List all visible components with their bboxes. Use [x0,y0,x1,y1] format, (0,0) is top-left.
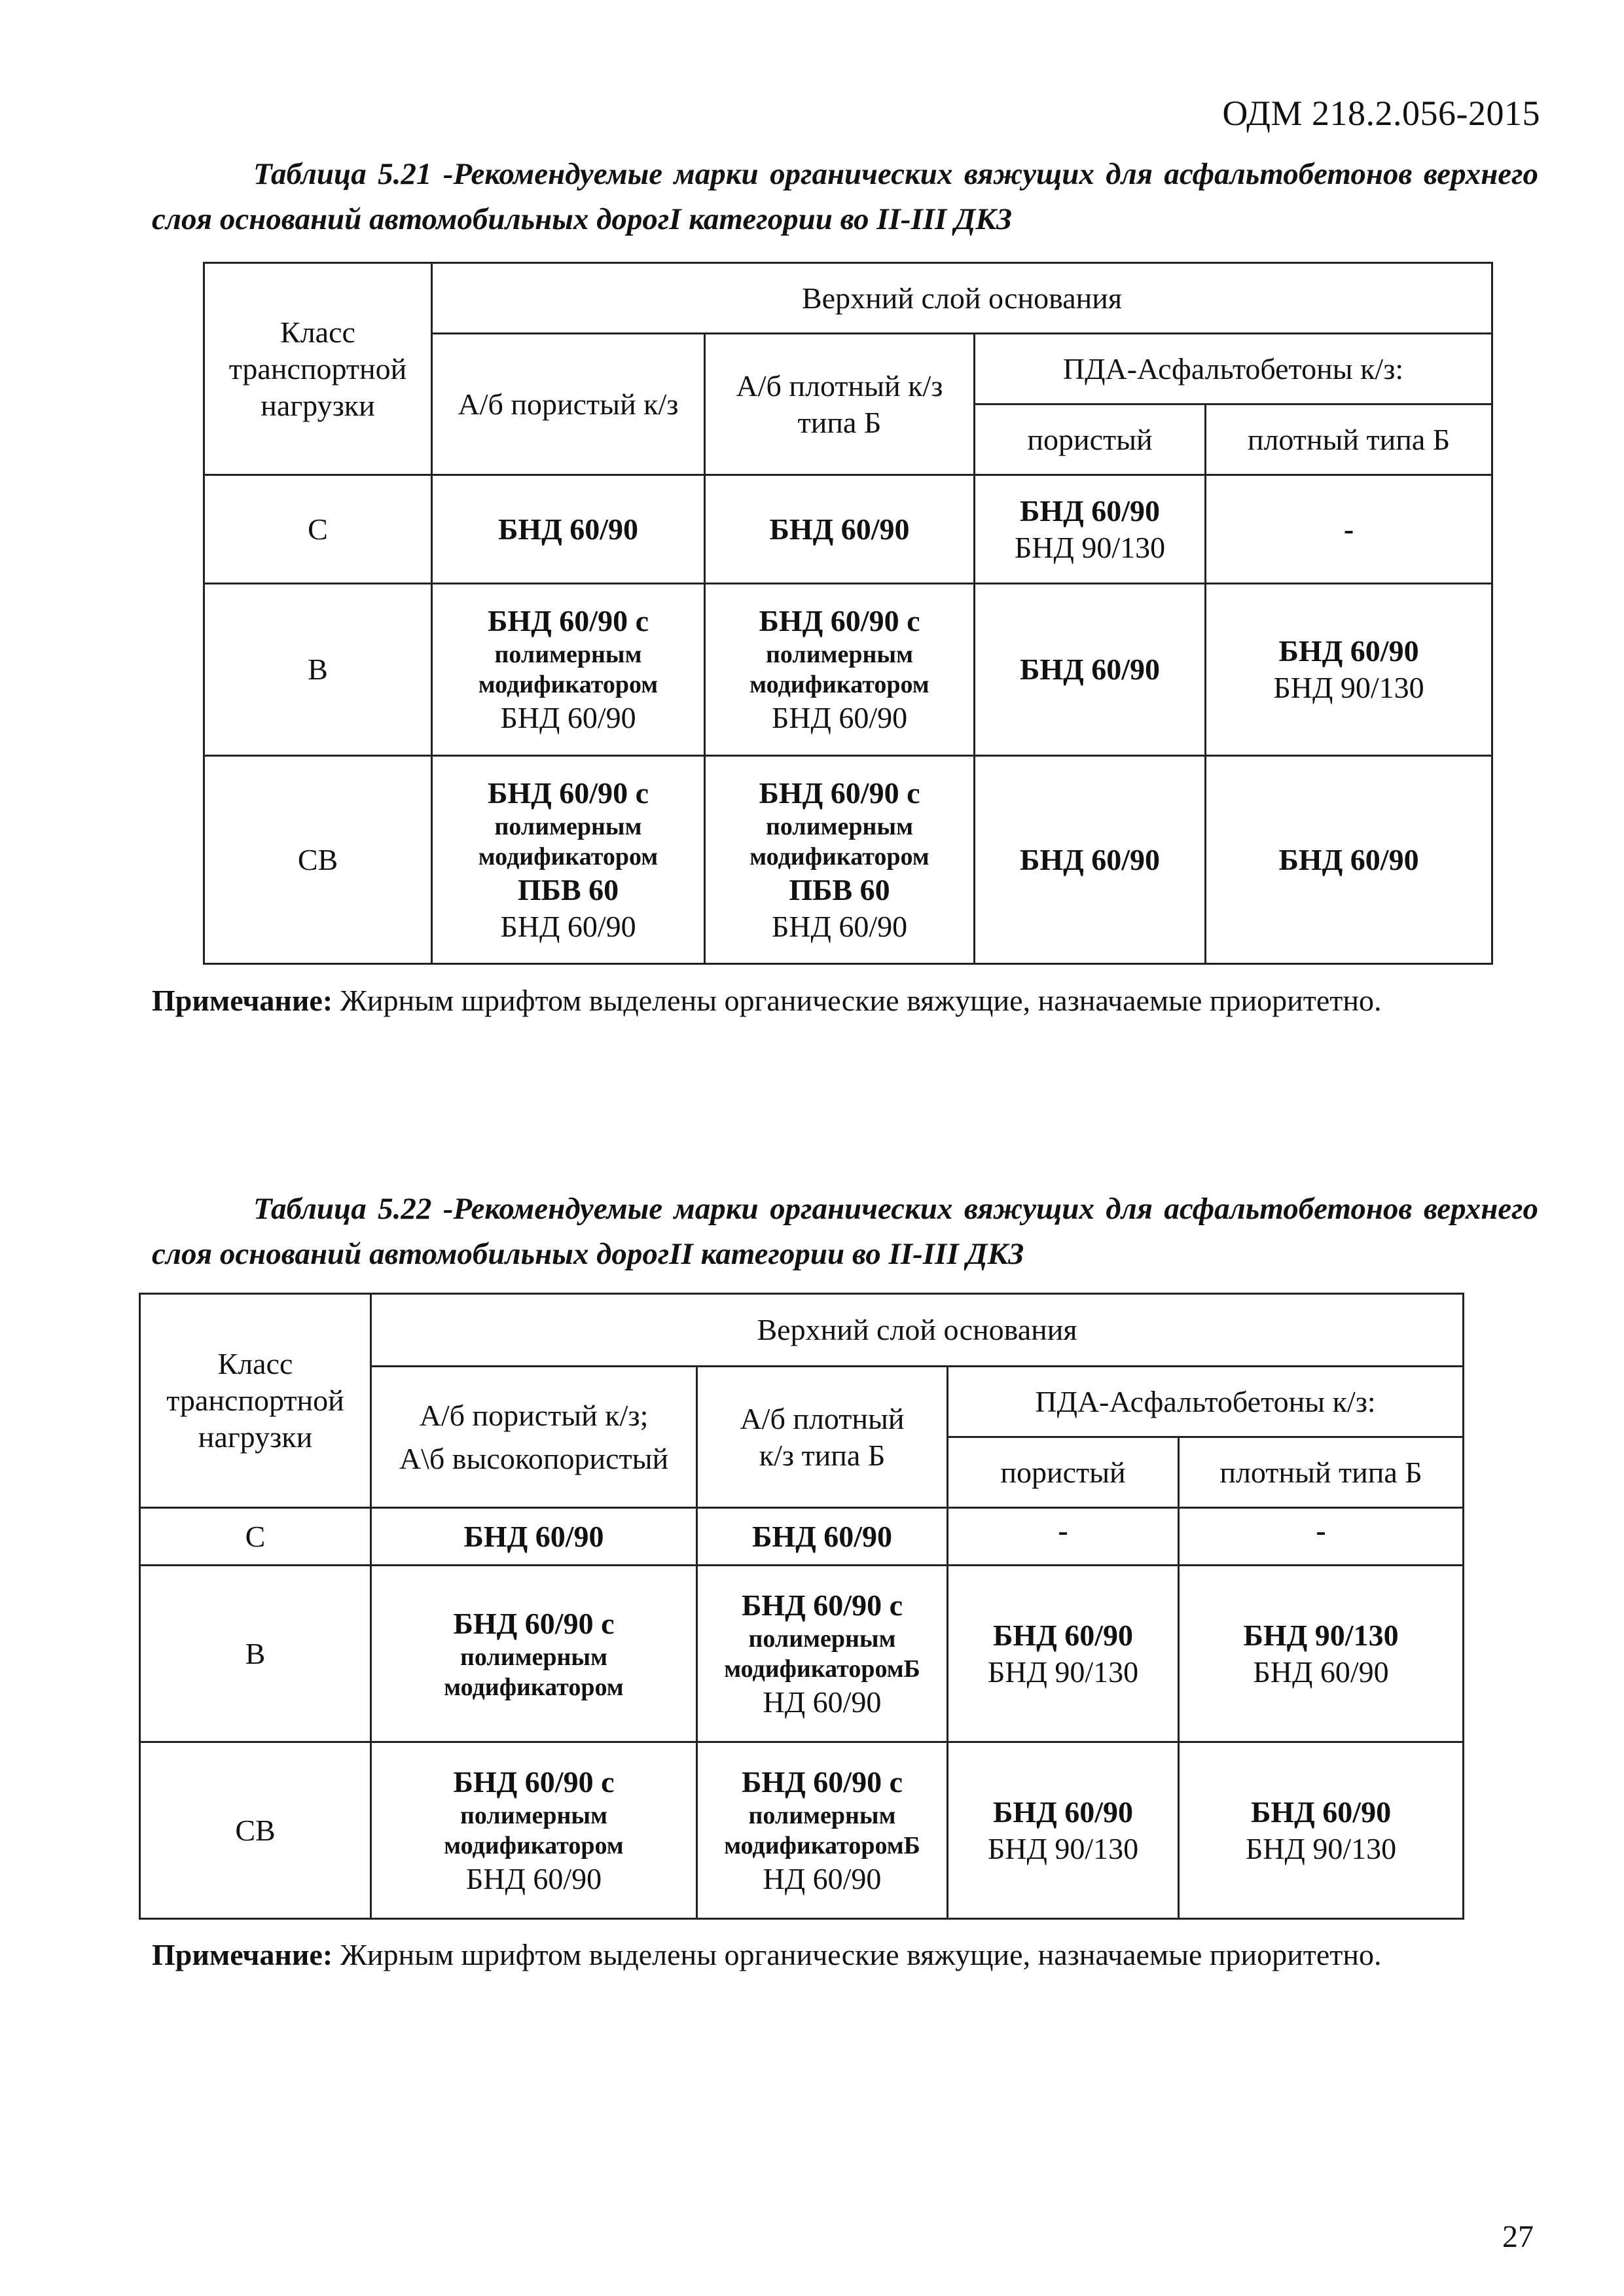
cell [697,1742,948,1919]
cell-bold: БНД 60/90 [463,1519,604,1553]
header-class-line: транспортной [166,1384,344,1417]
header-group: Верхний слой основания [432,263,1492,334]
cell [1179,1508,1464,1566]
cell [948,1508,1179,1566]
cell [432,756,705,964]
header-pda-dense: плотный типа Б [1206,404,1492,475]
cell-normal: БНД 90/130 [987,1831,1139,1865]
binder-table-5-22 [139,1293,1464,1920]
cell-bold: БНД 60/90 [1019,493,1161,528]
row-class: СВ [140,1742,371,1919]
header-col-porous: А/б пористый к/з [432,334,705,475]
header-pda-porous: пористый [948,1437,1179,1508]
cell [697,1566,948,1742]
header-col-dense [697,1367,948,1508]
cell-bold: БНД 60/90 [992,1618,1134,1652]
cell-small: модификатором [749,671,929,698]
cell-bold: БНД 60/90 [1019,653,1161,686]
note-label: Примечание: [152,1938,333,1971]
cell-bold: БНД 60/90 с [453,1765,615,1799]
note-text: Жирным шрифтом выделены органические вяжущие, назначаемые приоритетно. [333,1938,1382,1971]
header-class-cell [204,263,432,475]
note-label: Примечание: [152,984,333,1017]
cell [1179,1742,1464,1919]
cell-bold: БНД 60/90 с [453,1606,615,1640]
cell-normal: НД 60/90 [763,1685,882,1719]
cell-normal: НД 60/90 [763,1861,882,1895]
table-row [204,756,1492,964]
cell-bold: БНД 60/90 [751,1519,893,1553]
cell [948,1566,1179,1742]
cell-small: модификаторомБ [724,1655,920,1683]
row-class: СВ [204,756,432,964]
cell [705,584,975,756]
cell-normal: БНД 90/130 [1273,671,1424,704]
row-class: С [204,475,432,584]
cell-bold: - [1058,1514,1068,1547]
cell-bold: ПБВ 60 [789,872,890,906]
cell-small: полимерным [766,812,913,840]
cell [948,1742,1179,1919]
header-col-dense [705,334,975,475]
header-group: Верхний слой основания [371,1294,1464,1367]
cell [705,475,975,584]
cell-normal: БНД 60/90 [771,701,908,734]
table-caption: Таблица 5.22 -Рекомендуемые марки органических вяжущих для асфальтобетонов верхнего слоя оснований автомобильных дорогII категории во II-III ДКЗ [152,1192,1538,1271]
table-row [204,584,1492,756]
table-row [140,1566,1464,1742]
table-note [152,1937,1381,1972]
header-class-line: Класс [280,315,355,349]
binder-table-5-21 [203,262,1493,965]
cell [1179,1566,1464,1742]
cell-small: модификатором [749,842,929,870]
cell-small: полимерным [494,641,642,668]
table-note [152,983,1381,1018]
header-pda: ПДА-Асфальтобетоны к/з: [948,1367,1464,1437]
note-text: Жирным шрифтом выделены органические вяжущие, назначаемые приоритетно. [333,984,1382,1017]
cell-small: полимерным [766,641,913,668]
table-row [204,475,1492,584]
cell-normal: БНД 60/90 [1253,1655,1389,1689]
cell-bold: БНД 60/90 с [759,604,920,637]
cell [697,1508,948,1566]
cell-bold: БНД 60/90 с [759,776,920,810]
cell-normal: БНД 60/90 [465,1861,602,1895]
cell-bold: ПБВ 60 [517,872,619,906]
cell-small: полимерным [748,1624,896,1653]
page-number: 27 [1502,2219,1534,2254]
cell [975,756,1206,964]
cell-small: модификаторомБ [724,1831,920,1859]
header-class-line: нагрузки [198,1420,313,1454]
header-pda: ПДА-Асфальтобетоны к/з: [975,334,1492,404]
cell [371,1566,697,1742]
header-line: типа Б [797,405,882,439]
header-class-line: нагрузки [261,388,375,422]
row-class: В [204,584,432,756]
cell [371,1742,697,1919]
cell-bold: БНД 60/90 с [741,1588,903,1622]
cell-small: полимерным [748,1801,896,1829]
cell-small: модификатором [478,671,659,698]
cell-bold: БНД 60/90 с [487,604,649,637]
table-row [140,1742,1464,1919]
document-code: ОДМ 218.2.056-2015 [1222,94,1540,133]
cell-normal: БНД 60/90 [500,909,636,943]
header-class-line: транспортной [228,351,407,386]
cell [1206,475,1492,584]
table-caption: Таблица 5.21 -Рекомендуемые марки органических вяжущих для асфальтобетонов верхнего слоя оснований автомобильных дорогI категории во II-III ДКЗ [152,157,1538,236]
row-class: В [140,1566,371,1742]
cell-bold: - [1316,1514,1326,1547]
row-class: С [140,1508,371,1566]
cell-bold: БНД 60/90 [1278,842,1419,876]
cell-bold: БНД 60/90 [1278,634,1419,668]
cell-bold: БНД 60/90 [1250,1795,1392,1829]
header-line: к/з типа Б [759,1438,886,1472]
header-line: А/б пористый к/з; [419,1398,649,1432]
cell-bold: БНД 60/90 [769,512,910,546]
cell-bold: БНД 60/90 с [741,1765,903,1799]
cell-normal: БНД 90/130 [1014,530,1166,564]
cell-small: полимерным [460,1643,607,1671]
cell-bold: БНД 60/90 [1019,842,1161,876]
cell-small: модификатором [478,842,659,870]
header-line: А\б высокопористый [399,1441,669,1475]
cell-bold: БНД 90/130 [1243,1618,1399,1652]
cell [371,1508,697,1566]
header-class-cell [140,1294,371,1508]
header-col-porous [371,1367,697,1508]
cell-bold: - [1343,512,1354,546]
cell [705,756,975,964]
cell-normal: БНД 90/130 [1245,1831,1397,1865]
cell [975,475,1206,584]
cell-normal: БНД 60/90 [771,909,908,943]
cell-bold: БНД 60/90 с [487,776,649,810]
cell [1206,756,1492,964]
table-row [140,1508,1464,1566]
cell-normal: БНД 90/130 [987,1655,1139,1689]
cell [1206,584,1492,756]
cell-bold: БНД 60/90 [497,512,639,546]
cell [975,584,1206,756]
cell [432,584,705,756]
header-line: А/б плотный [740,1401,905,1435]
header-pda-porous: пористый [975,404,1206,475]
cell-bold: БНД 60/90 [992,1795,1134,1829]
header-class-line: Класс [217,1347,293,1380]
cell-normal: БНД 60/90 [500,701,636,734]
header-line: А/б плотный к/з [736,368,943,403]
cell-small: модификатором [444,1831,624,1859]
cell-small: полимерным [494,812,642,840]
cell-small: модификатором [444,1673,624,1701]
cell [432,475,705,584]
cell-small: полимерным [460,1801,607,1829]
header-pda-dense: плотный типа Б [1179,1437,1464,1508]
